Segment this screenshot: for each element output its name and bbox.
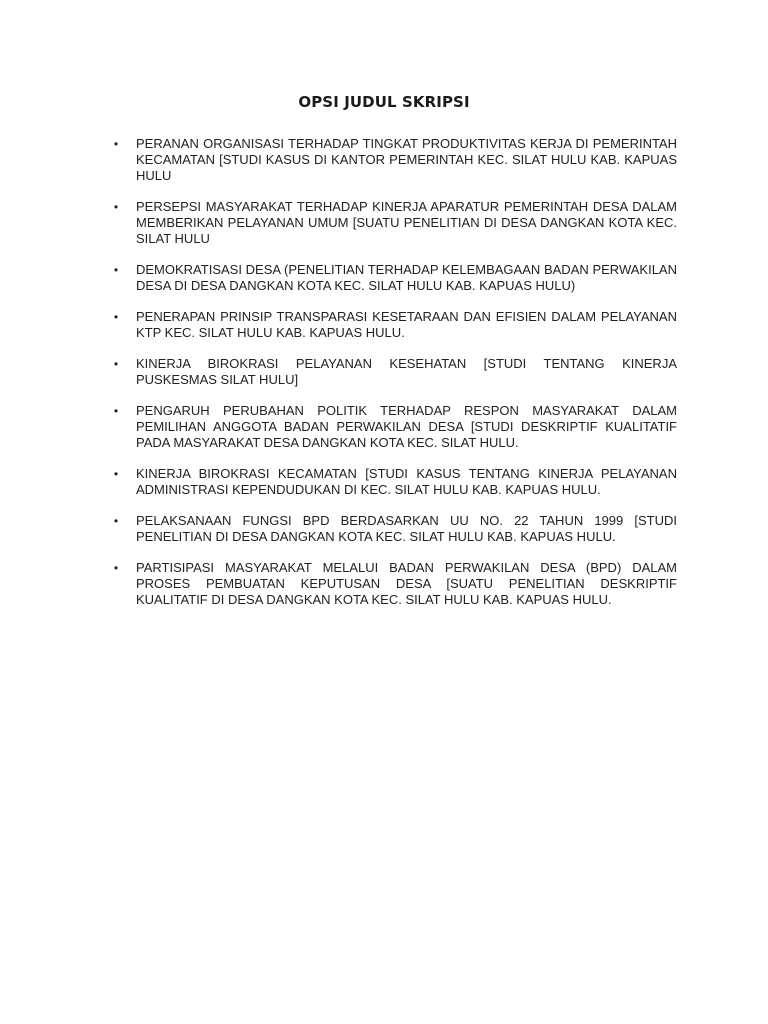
list-item (107, 403, 677, 451)
bullet-icon: • (113, 200, 119, 214)
list-item (107, 560, 677, 608)
bullet-icon: • (113, 514, 119, 528)
list-item (107, 513, 677, 545)
list-item (107, 136, 677, 184)
bullet-icon: • (113, 561, 119, 575)
document-title: OPSI JUDUL SKRIPSI (298, 93, 470, 111)
list-item-text: KINERJA BIROKRASI KECAMATAN [STUDI KASUS TENTANG KINERJA PELAYANAN ADMINISTRASI KEPENDUDUKAN DI KEC. SILAT HULU KAB. KAPUAS HULU. (136, 466, 677, 497)
list-item-text: KINERJA BIROKRASI PELAYANAN KESEHATAN [STUDI TENTANG KINERJA PUSKESMAS SILAT HULU] (136, 356, 677, 387)
bullet-icon: • (113, 467, 119, 481)
list-item-text: PARTISIPASI MASYARAKAT MELALUI BADAN PERWAKILAN DESA (BPD) DALAM PROSES PEMBUATAN KEPUTUSAN DESA [SUATU PENELITIAN DESKRIPTIF KUALITATIF DI DESA DANGKAN KOTA KEC. SILAT HULU KAB. KAPUAS HULU. (136, 560, 677, 607)
list-item (107, 309, 677, 341)
bullet-icon: • (113, 137, 119, 151)
list-item-text: PERSEPSI MASYARAKAT TERHADAP KINERJA APARATUR PEMERINTAH DESA DALAM MEMBERIKAN PELAYANAN UMUM [SUATU PENELITIAN DI DESA DANGKAN KOTA KEC. SILAT HULU (136, 199, 677, 246)
list-item-text: PENGARUH PERUBAHAN POLITIK TERHADAP RESPON MASYARAKAT DALAM PEMILIHAN ANGGOTA BADAN PERWAKILAN DESA [STUDI DESKRIPTIF KUALITATIF PADA MASYARAKAT DESA DANGKAN KOTA KEC. SILAT HULU. (136, 403, 677, 450)
list-item (107, 356, 677, 388)
bullet-icon: • (113, 263, 119, 277)
bullet-icon: • (113, 404, 119, 418)
list-item (107, 262, 677, 294)
list-item-text: PENERAPAN PRINSIP TRANSPARASI KESETARAAN DAN EFISIEN DALAM PELAYANAN KTP KEC. SILAT HULU KAB. KAPUAS HULU. (136, 309, 677, 340)
list-item-text: DEMOKRATISASI DESA (PENELITIAN TERHADAP KELEMBAGAAN BADAN PERWAKILAN DESA DI DESA DANGKAN KOTA KEC. SILAT HULU KAB. KAPUAS HULU) (136, 262, 677, 293)
list-item-text: PERANAN ORGANISASI TERHADAP TINGKAT PRODUKTIVITAS KERJA DI PEMERINTAH KECAMATAN [STUDI KASUS DI KANTOR PEMERINTAH KEC. SILAT HULU KAB. KAPUAS HULU (136, 136, 677, 183)
bullet-icon: • (113, 310, 119, 324)
list-item (107, 466, 677, 498)
list-item-text: PELAKSANAAN FUNGSI BPD BERDASARKAN UU NO. 22 TAHUN 1999 [STUDI PENELITIAN DI DESA DANGKAN KOTA KEC. SILAT HULU KAB. KAPUAS HULU. (136, 513, 677, 544)
thesis-title-list (107, 136, 677, 623)
bullet-icon: • (113, 357, 119, 371)
list-item (107, 199, 677, 247)
